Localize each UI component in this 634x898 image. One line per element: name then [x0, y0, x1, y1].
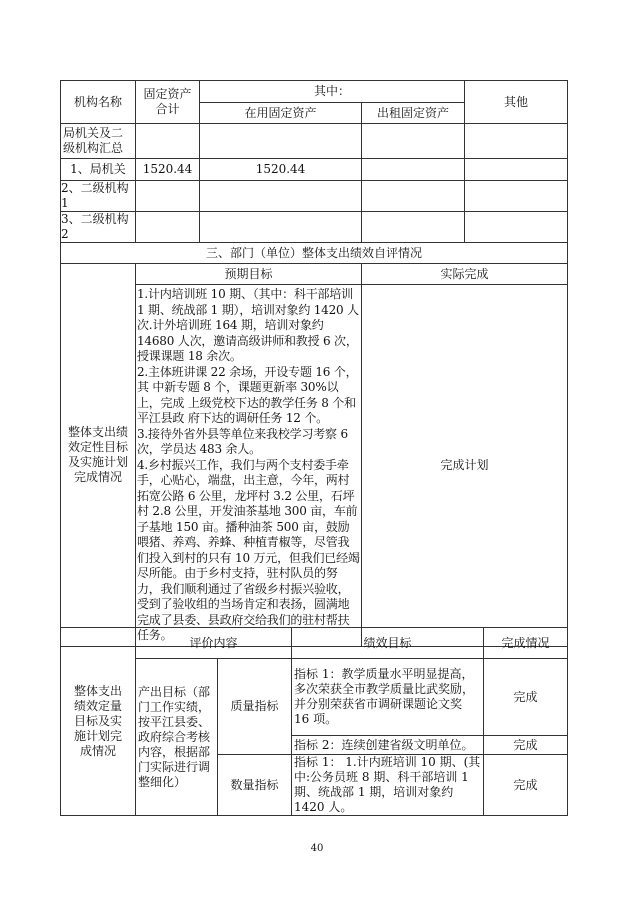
row-name: 3、二级机构 2 — [61, 212, 136, 243]
header-name: 机构名称 — [61, 81, 136, 124]
output-goal: 产出目标（部门工作实绩，按平江县委、政府综合考核内容，根据部门实际进行调整细化） — [136, 659, 218, 816]
row-total — [136, 181, 200, 212]
qualitative-label: 整体支出绩效定性目标及实施计划完成情况 — [61, 264, 136, 647]
table-row — [61, 181, 568, 212]
row-leased — [362, 124, 465, 159]
status: 完成 — [484, 755, 568, 816]
row-total — [136, 124, 200, 159]
row-in-use — [200, 181, 362, 212]
row-in-use — [200, 124, 362, 159]
status: 完成 — [484, 659, 568, 736]
actual-completion: 完成计划 — [362, 285, 568, 647]
row-in-use — [200, 212, 362, 243]
quantitative-table — [60, 627, 568, 816]
goal-item: 3.接待外省外县等单位来我校学习考察 6 次，学员达 483 余人。 — [137, 426, 348, 457]
section-title: 三、部门（单位）整体支出绩效自评情况 — [61, 243, 568, 264]
row-name: 局机关及二级机构汇总 — [61, 124, 136, 159]
row-leased — [362, 181, 465, 212]
expected-goals — [136, 285, 362, 647]
goal-item: 1.计内培训班 10 期、（其中：科干部培训 1 期、统战部 1 期），培训对象约 1420 人次.计外培训班 164 期，培训对象约 14680 人次，邀请高级讲师和教授 6 次，授课课题 18 余次。 — [137, 287, 359, 364]
expected-header: 预期目标 — [136, 264, 362, 285]
row-name: 2、二级机构 1 — [61, 181, 136, 212]
category: 质量指标 — [218, 659, 292, 755]
asset-table — [60, 80, 568, 647]
row-in-use: 1520.44 — [200, 159, 362, 181]
header-total: 固定资产合计 — [136, 81, 200, 124]
goal-item: 2.主体班讲课 22 余场，开设专题 16 个，其 中新专题 8 个，课题更新率 30%以上，完成 上级党校下达的教学任务 8 个和平江县政 府下达的调研任务 12 个。 — [137, 364, 358, 426]
row-other — [465, 124, 568, 159]
row-other — [465, 212, 568, 243]
table-row — [61, 124, 568, 159]
header-target: 绩效目标 — [292, 628, 484, 659]
page-number: 40 — [310, 843, 324, 854]
row-total: 1520.44 — [136, 159, 200, 181]
header-status: 完成情况 — [484, 628, 568, 659]
table-row — [61, 159, 568, 181]
actual-header: 实际完成 — [362, 264, 568, 285]
header-leased: 出租固定资产 — [362, 103, 465, 124]
header-of-which: 其中： — [200, 81, 465, 103]
table-row — [61, 659, 568, 736]
status: 完成 — [484, 736, 568, 755]
target: 指标 2：连续创建省级文明单位。 — [292, 736, 484, 755]
table-row — [61, 212, 568, 243]
category: 数量指标 — [218, 755, 292, 816]
row-other — [465, 181, 568, 212]
goal-item: 4.乡村振兴工作，我们与两个支村委手牵手，心贴心，端盘，出主意，今年，两村拓宽公路 6 公里，龙坪村 3.2 公里，石坪村 2.8 公里，开发油茶基地 300 亩，车前子基地 150 亩。播种油茶 500 亩，鼓励喂猪、养鸡、养蜂、种植青椒等，尽管我们投入到村的只有 10 万元，但我们已经竭尽所能。由于乡村支持，驻村队员的努力，我们顺利通过了省级乡村振兴验收，受到了验收组的当场肯定和表扬，圆满地完成了县委、县政府交给我们的驻村帮扶任务。 — [137, 457, 360, 643]
row-name: 1、局机关 — [61, 159, 136, 181]
row-total — [136, 212, 200, 243]
header-other: 其他 — [465, 81, 568, 124]
row-leased — [362, 212, 465, 243]
row-leased — [362, 159, 465, 181]
target: 指标 1：教学质量水平明显提高，多次荣获全市教学质量比武奖励，并分别荣获省市调研课题论文奖 16 项。 — [292, 659, 484, 736]
row-other — [465, 159, 568, 181]
header-in-use: 在用固定资产 — [200, 103, 362, 124]
quantitative-label: 整体支出绩效定量目标及实施计划完成情况 — [61, 628, 136, 816]
header-content: 评价内容 — [136, 628, 292, 659]
target: 指标 1： 1.计内班培训 10 期、(其中:公务员班 8 期、科干部培训 1 期、统战部 1 期，培训对象约 1420 人。 — [292, 755, 484, 816]
